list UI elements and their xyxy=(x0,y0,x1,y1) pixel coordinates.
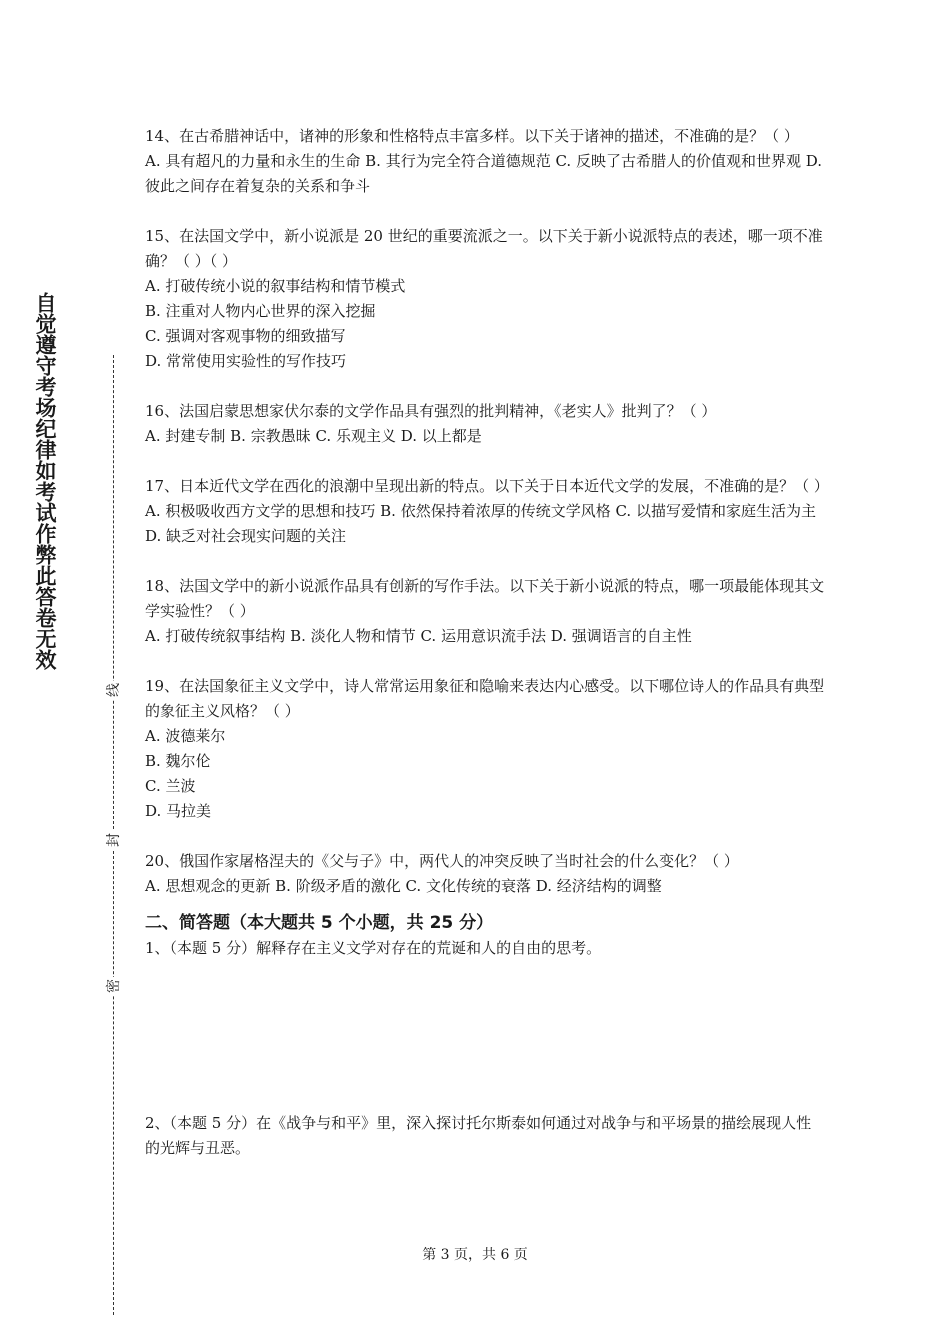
question-stem: 20、俄国作家屠格涅夫的《父与子》中，两代人的冲突反映了当时社会的什么变化？（ ） xyxy=(145,852,739,870)
exam-discipline-notice: 自觉遵守考场纪律如考试作弊此答卷无效 xyxy=(33,292,57,670)
option-a: A. 波德莱尔 xyxy=(145,727,226,745)
question-19 xyxy=(145,674,825,824)
question-17 xyxy=(145,474,829,549)
question-stem: 14、在古希腊神话中，诸神的形象和性格特点丰富多样。以下关于诸神的描述，不准确的是？（ ） xyxy=(145,127,799,145)
answer-space xyxy=(145,961,825,1111)
option-b: B. 魏尔伦 xyxy=(145,752,211,770)
binding-mark-feng: 封 xyxy=(106,833,122,847)
option-d: D. 常常使用实验性的写作技巧 xyxy=(145,352,347,370)
option-a: A. 打破传统小说的叙事结构和情节模式 xyxy=(145,277,406,295)
question-16 xyxy=(145,399,825,449)
section-title: 二、简答题（本大题共 5 个小题，共 25 分） xyxy=(145,913,494,933)
question-15 xyxy=(145,224,825,374)
binding-mark-mi: 密 xyxy=(106,979,122,993)
page-footer: 第 3 页，共 6 页 xyxy=(422,1247,528,1263)
question-stem: 17、日本近代文学在西化的浪潮中呈现出新的特点。以下关于日本近代文学的发展，不准确的是？（ ） xyxy=(145,477,829,495)
exam-content xyxy=(145,124,829,1161)
question-18 xyxy=(145,574,825,649)
question-14 xyxy=(145,124,825,199)
question-options: A. 思想观念的更新 B. 阶级矛盾的激化 C. 文化传统的衰落 D. 经济结构的调整 xyxy=(145,877,662,895)
question-options: A. 封建专制 B. 宗教愚昧 C. 乐观主义 D. 以上都是 xyxy=(145,427,482,445)
short-answer-2 xyxy=(145,1111,825,1161)
option-b: B. 注重对人物内心世界的深入挖掘 xyxy=(145,302,376,320)
option-c: C. 兰波 xyxy=(145,777,196,795)
option-d: D. 马拉美 xyxy=(145,802,212,820)
short-answer-1 xyxy=(145,936,825,961)
question-stem: 15、在法国文学中，新小说派是 20 世纪的重要流派之一。以下关于新小说派特点的表述，哪一项不准确？（ ）（ ） xyxy=(145,227,823,270)
option-c: C. 强调对客观事物的细致描写 xyxy=(145,327,346,345)
question-stem: 19、在法国象征主义文学中，诗人常常运用象征和隐喻来表达内心感受。以下哪位诗人的作品具有典型的象征主义风格？（ ） xyxy=(145,677,825,720)
question-options: A. 打破传统叙事结构 B. 淡化人物和情节 C. 运用意识流手法 D. 强调语言的自主性 xyxy=(145,627,692,645)
question-stem: 16、法国启蒙思想家伏尔泰的文学作品具有强烈的批判精神，《老实人》批判了？（ ） xyxy=(145,402,717,420)
question-options: A. 具有超凡的力量和永生的生命 B. 其行为完全符合道德规范 C. 反映了古希腊人的价值观和世界观 D. 彼此之间存在着复杂的关系和争斗 xyxy=(145,152,822,195)
question-20 xyxy=(145,849,825,899)
question-stem: 18、法国文学中的新小说派作品具有创新的写作手法。以下关于新小说派的特点，哪一项最能体现其文学实验性？（ ） xyxy=(145,577,825,620)
binding-mark-xian: 线 xyxy=(106,683,122,697)
question-options: A. 积极吸收西方文学的思想和技巧 B. 依然保持着浓厚的传统文学风格 C. 以描写爱情和家庭生活为主 D. 缺乏对社会现实问题的关注 xyxy=(145,502,816,545)
question-stem: 1、（本题 5 分）解释存在主义文学对存在的荒诞和人的自由的思考。 xyxy=(145,939,602,957)
question-stem: 2、（本题 5 分）在《战争与和平》里，深入探讨托尔斯泰如何通过对战争与和平场景的描绘展现人性的光辉与丑恶。 xyxy=(145,1114,812,1157)
